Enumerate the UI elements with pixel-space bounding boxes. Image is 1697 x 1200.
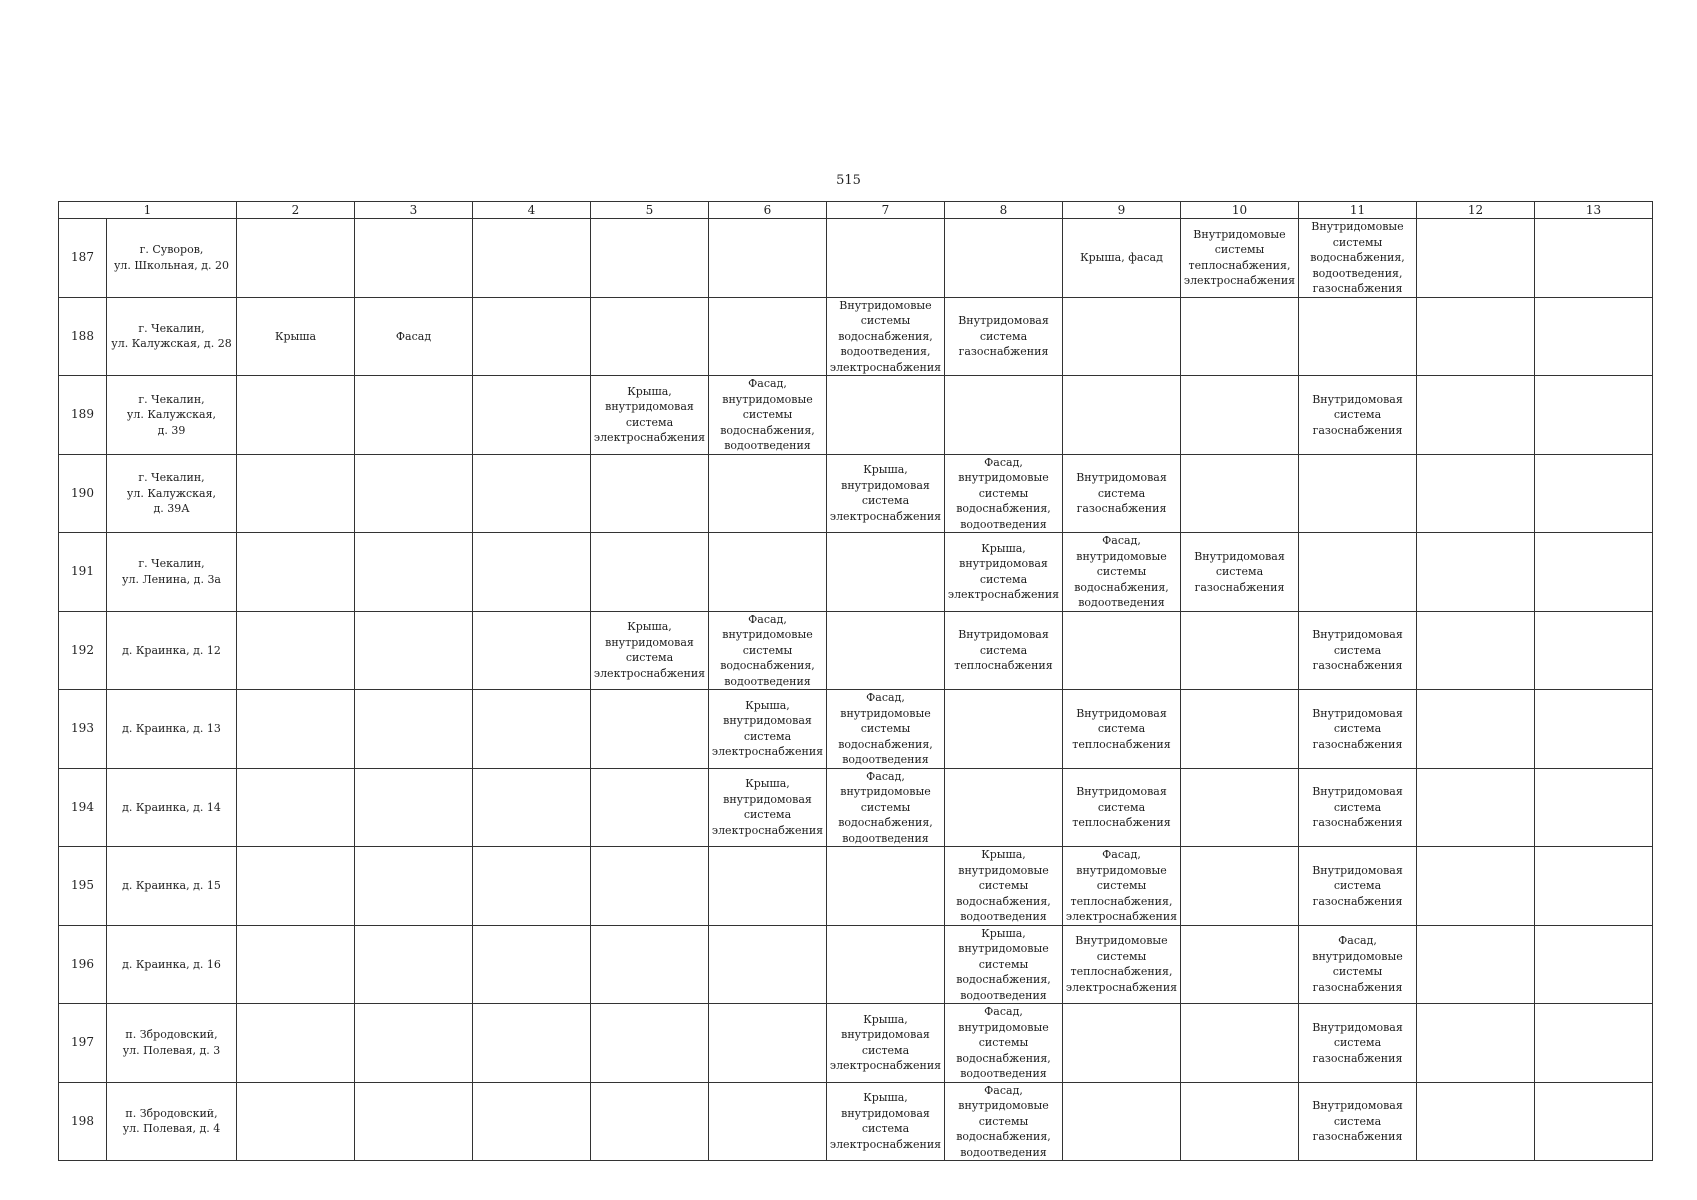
table-cell xyxy=(827,925,945,1004)
column-header: 1 xyxy=(59,202,237,219)
table-cell xyxy=(1063,376,1181,455)
table-cell: Внутридомовая система газоснабжения xyxy=(1299,768,1417,847)
table-cell: Внутридомовая система газоснабжения xyxy=(1063,454,1181,533)
table-cell xyxy=(827,219,945,298)
column-header: 5 xyxy=(591,202,709,219)
table-cell xyxy=(1535,533,1653,612)
table-cell xyxy=(591,925,709,1004)
table-cell xyxy=(827,847,945,926)
table-cell: Крыша, внутридомовая система электроснабжения xyxy=(709,768,827,847)
table-cell xyxy=(1535,1004,1653,1083)
address-cell: д. Краинка, д. 13 xyxy=(107,690,237,769)
table-cell xyxy=(237,376,355,455)
table-cell: Внутридомовая система газоснабжения xyxy=(1181,533,1299,612)
table-cell xyxy=(1535,768,1653,847)
table-cell xyxy=(1181,847,1299,926)
table-cell xyxy=(591,297,709,376)
table-cell xyxy=(591,1004,709,1083)
table-row xyxy=(59,376,1653,455)
table-cell xyxy=(237,690,355,769)
table-cell xyxy=(473,376,591,455)
table-cell: Внутридомовая система газоснабжения xyxy=(1299,690,1417,769)
table-row xyxy=(59,454,1653,533)
table-cell: Крыша, внутридомовая система электроснабжения xyxy=(945,533,1063,612)
table-cell: Внутридомовая система теплоснабжения xyxy=(945,611,1063,690)
table-cell xyxy=(473,925,591,1004)
table-body xyxy=(59,219,1653,1161)
table-cell xyxy=(709,297,827,376)
table-cell xyxy=(827,376,945,455)
table-cell xyxy=(473,1082,591,1161)
table-cell: Крыша, внутридомовая система электроснабжения xyxy=(827,1004,945,1083)
table-cell xyxy=(355,1004,473,1083)
address-cell: г. Чекалин, ул. Калужская, д. 39А xyxy=(107,454,237,533)
table-cell xyxy=(945,376,1063,455)
table-cell xyxy=(355,847,473,926)
address-cell: г. Чекалин, ул. Калужская, д. 39 xyxy=(107,376,237,455)
address-cell: г. Чекалин, ул. Ленина, д. 3а xyxy=(107,533,237,612)
table-cell xyxy=(237,454,355,533)
table-cell xyxy=(1535,847,1653,926)
table-cell: Фасад, внутридомовые системы теплоснабжения, электроснабжения xyxy=(1063,847,1181,926)
table-cell xyxy=(1417,1004,1535,1083)
table-cell xyxy=(237,219,355,298)
table-cell xyxy=(473,611,591,690)
page-number: 515 xyxy=(836,173,861,188)
table-cell: Фасад, внутридомовые системы водоснабжения, водоотведения xyxy=(709,611,827,690)
table-row xyxy=(59,1082,1653,1161)
table-cell: Крыша, внутридомовая система электроснабжения xyxy=(591,611,709,690)
table-cell xyxy=(1299,297,1417,376)
table-cell xyxy=(1417,219,1535,298)
column-header: 7 xyxy=(827,202,945,219)
table-cell xyxy=(1535,690,1653,769)
address-cell: д. Краинка, д. 15 xyxy=(107,847,237,926)
table-cell xyxy=(237,847,355,926)
table-row xyxy=(59,297,1653,376)
column-header: 6 xyxy=(709,202,827,219)
table-cell xyxy=(945,219,1063,298)
table-cell xyxy=(709,847,827,926)
table-cell xyxy=(1417,847,1535,926)
table-row xyxy=(59,611,1653,690)
table-cell: Крыша, фасад xyxy=(1063,219,1181,298)
table-cell xyxy=(1417,768,1535,847)
table-cell xyxy=(355,533,473,612)
table-cell: Крыша, внутридомовая система электроснабжения xyxy=(591,376,709,455)
table-cell xyxy=(355,219,473,298)
table-cell: Внутридомовая система газоснабжения xyxy=(1299,611,1417,690)
table-cell xyxy=(1181,690,1299,769)
table-cell: Фасад, внутридомовые системы водоснабжения, водоотведения xyxy=(709,376,827,455)
table-cell: Фасад xyxy=(355,297,473,376)
table-cell xyxy=(1417,611,1535,690)
column-header: 9 xyxy=(1063,202,1181,219)
table-cell xyxy=(827,611,945,690)
address-cell: д. Краинка, д. 12 xyxy=(107,611,237,690)
table-row xyxy=(59,1004,1653,1083)
table-cell xyxy=(1535,454,1653,533)
table-cell xyxy=(1063,1082,1181,1161)
table-cell: Фасад, внутридомовые системы газоснабжения xyxy=(1299,925,1417,1004)
table-cell xyxy=(1181,768,1299,847)
table-cell xyxy=(591,533,709,612)
row-number: 195 xyxy=(59,847,107,926)
table-cell xyxy=(827,533,945,612)
row-number: 197 xyxy=(59,1004,107,1083)
table-cell xyxy=(1417,454,1535,533)
table-cell xyxy=(1535,219,1653,298)
table-cell xyxy=(709,533,827,612)
table-cell: Фасад, внутридомовые системы водоснабжения, водоотведения xyxy=(827,768,945,847)
table-cell xyxy=(591,219,709,298)
table-cell xyxy=(1535,297,1653,376)
table-cell xyxy=(1063,297,1181,376)
table-cell xyxy=(591,454,709,533)
table-cell xyxy=(473,219,591,298)
table-cell: Крыша, внутридомовая система электроснабжения xyxy=(827,454,945,533)
table-cell xyxy=(237,768,355,847)
table-cell xyxy=(709,1082,827,1161)
column-header: 13 xyxy=(1535,202,1653,219)
table-cell xyxy=(591,1082,709,1161)
address-cell: г. Чекалин, ул. Калужская, д. 28 xyxy=(107,297,237,376)
table-cell xyxy=(709,1004,827,1083)
table-cell xyxy=(473,533,591,612)
table-cell xyxy=(709,925,827,1004)
table-cell xyxy=(237,925,355,1004)
table-cell xyxy=(355,1082,473,1161)
table-row xyxy=(59,219,1653,298)
table-cell xyxy=(1181,925,1299,1004)
table-row xyxy=(59,847,1653,926)
table-cell: Внутридомовые системы теплоснабжения, электроснабжения xyxy=(1181,219,1299,298)
row-number: 188 xyxy=(59,297,107,376)
table-cell xyxy=(355,611,473,690)
table-row xyxy=(59,925,1653,1004)
table-cell xyxy=(237,1082,355,1161)
table-cell xyxy=(1535,611,1653,690)
column-header: 8 xyxy=(945,202,1063,219)
table-cell xyxy=(473,690,591,769)
table-cell xyxy=(473,847,591,926)
table-cell: Внутридомовые системы теплоснабжения, электроснабжения xyxy=(1063,925,1181,1004)
table-cell xyxy=(709,454,827,533)
address-cell: д. Краинка, д. 14 xyxy=(107,768,237,847)
table-cell: Фасад, внутридомовые системы водоснабжения, водоотведения xyxy=(945,1082,1063,1161)
table-cell: Внутридомовая система газоснабжения xyxy=(1299,847,1417,926)
table-cell: Внутридомовая система газоснабжения xyxy=(1299,376,1417,455)
table-cell: Внутридомовые системы водоснабжения, водоотведения, электроснабжения xyxy=(827,297,945,376)
table-cell xyxy=(709,219,827,298)
table-cell xyxy=(1299,533,1417,612)
table-row xyxy=(59,690,1653,769)
address-cell: п. Збродовский, ул. Полевая, д. 4 xyxy=(107,1082,237,1161)
table-cell xyxy=(1535,376,1653,455)
table-cell xyxy=(591,768,709,847)
table-cell xyxy=(355,376,473,455)
row-number: 191 xyxy=(59,533,107,612)
table-cell xyxy=(1181,297,1299,376)
table-cell: Фасад, внутридомовые системы водоснабжения, водоотведения xyxy=(945,1004,1063,1083)
table-cell xyxy=(355,925,473,1004)
column-header: 2 xyxy=(237,202,355,219)
row-number: 198 xyxy=(59,1082,107,1161)
table-cell: Крыша, внутридомовые системы водоснабжения, водоотведения xyxy=(945,847,1063,926)
column-header: 12 xyxy=(1417,202,1535,219)
table-row xyxy=(59,533,1653,612)
table-cell: Фасад, внутридомовые системы водоснабжения, водоотведения xyxy=(945,454,1063,533)
table-cell xyxy=(1181,454,1299,533)
table-cell xyxy=(1417,690,1535,769)
row-number: 196 xyxy=(59,925,107,1004)
table-cell: Фасад, внутридомовые системы водоснабжения, водоотведения xyxy=(827,690,945,769)
row-number: 192 xyxy=(59,611,107,690)
table-cell xyxy=(1181,1004,1299,1083)
column-header: 10 xyxy=(1181,202,1299,219)
table-cell xyxy=(945,768,1063,847)
table-cell: Внутридомовая система теплоснабжения xyxy=(1063,768,1181,847)
row-number: 193 xyxy=(59,690,107,769)
table-cell xyxy=(1417,376,1535,455)
table-cell: Внутридомовая система газоснабжения xyxy=(1299,1004,1417,1083)
row-number: 190 xyxy=(59,454,107,533)
table-cell xyxy=(473,768,591,847)
table-cell xyxy=(1417,533,1535,612)
column-header: 11 xyxy=(1299,202,1417,219)
table-cell: Внутридомовые системы водоснабжения, водоотведения, газоснабжения xyxy=(1299,219,1417,298)
table-cell xyxy=(1299,454,1417,533)
table-cell xyxy=(1181,611,1299,690)
table-cell xyxy=(355,768,473,847)
table-cell xyxy=(355,690,473,769)
table-cell xyxy=(1181,1082,1299,1161)
table-cell xyxy=(237,533,355,612)
table-cell xyxy=(1063,611,1181,690)
table-cell: Внутридомовая система теплоснабжения xyxy=(1063,690,1181,769)
table-cell xyxy=(473,454,591,533)
row-number: 187 xyxy=(59,219,107,298)
address-cell: д. Краинка, д. 16 xyxy=(107,925,237,1004)
schedule-table xyxy=(58,201,1653,1161)
table-cell xyxy=(945,690,1063,769)
table-cell xyxy=(1417,297,1535,376)
column-header: 4 xyxy=(473,202,591,219)
row-number: 194 xyxy=(59,768,107,847)
table-row xyxy=(59,768,1653,847)
table-cell: Крыша, внутридомовая система электроснабжения xyxy=(709,690,827,769)
table-cell: Крыша, внутридомовая система электроснабжения xyxy=(827,1082,945,1161)
address-cell: п. Збродовский, ул. Полевая, д. 3 xyxy=(107,1004,237,1083)
address-cell: г. Суворов, ул. Школьная, д. 20 xyxy=(107,219,237,298)
table-cell xyxy=(1181,376,1299,455)
column-header: 3 xyxy=(355,202,473,219)
table-cell xyxy=(473,1004,591,1083)
table-cell xyxy=(237,1004,355,1083)
table-cell: Крыша xyxy=(237,297,355,376)
table-cell: Крыша, внутридомовые системы водоснабжения, водоотведения xyxy=(945,925,1063,1004)
table-cell xyxy=(591,847,709,926)
row-number: 189 xyxy=(59,376,107,455)
table-cell xyxy=(473,297,591,376)
table-cell xyxy=(355,454,473,533)
table-cell xyxy=(1417,925,1535,1004)
table-cell: Фасад, внутридомовые системы водоснабжения, водоотведения xyxy=(1063,533,1181,612)
table-cell: Внутридомовая система газоснабжения xyxy=(1299,1082,1417,1161)
header-row xyxy=(59,202,1653,219)
table-cell xyxy=(1535,925,1653,1004)
table-cell xyxy=(1535,1082,1653,1161)
table-cell xyxy=(237,611,355,690)
table-cell xyxy=(1417,1082,1535,1161)
table-cell xyxy=(591,690,709,769)
table-cell: Внутридомовая система газоснабжения xyxy=(945,297,1063,376)
table-cell xyxy=(1063,1004,1181,1083)
